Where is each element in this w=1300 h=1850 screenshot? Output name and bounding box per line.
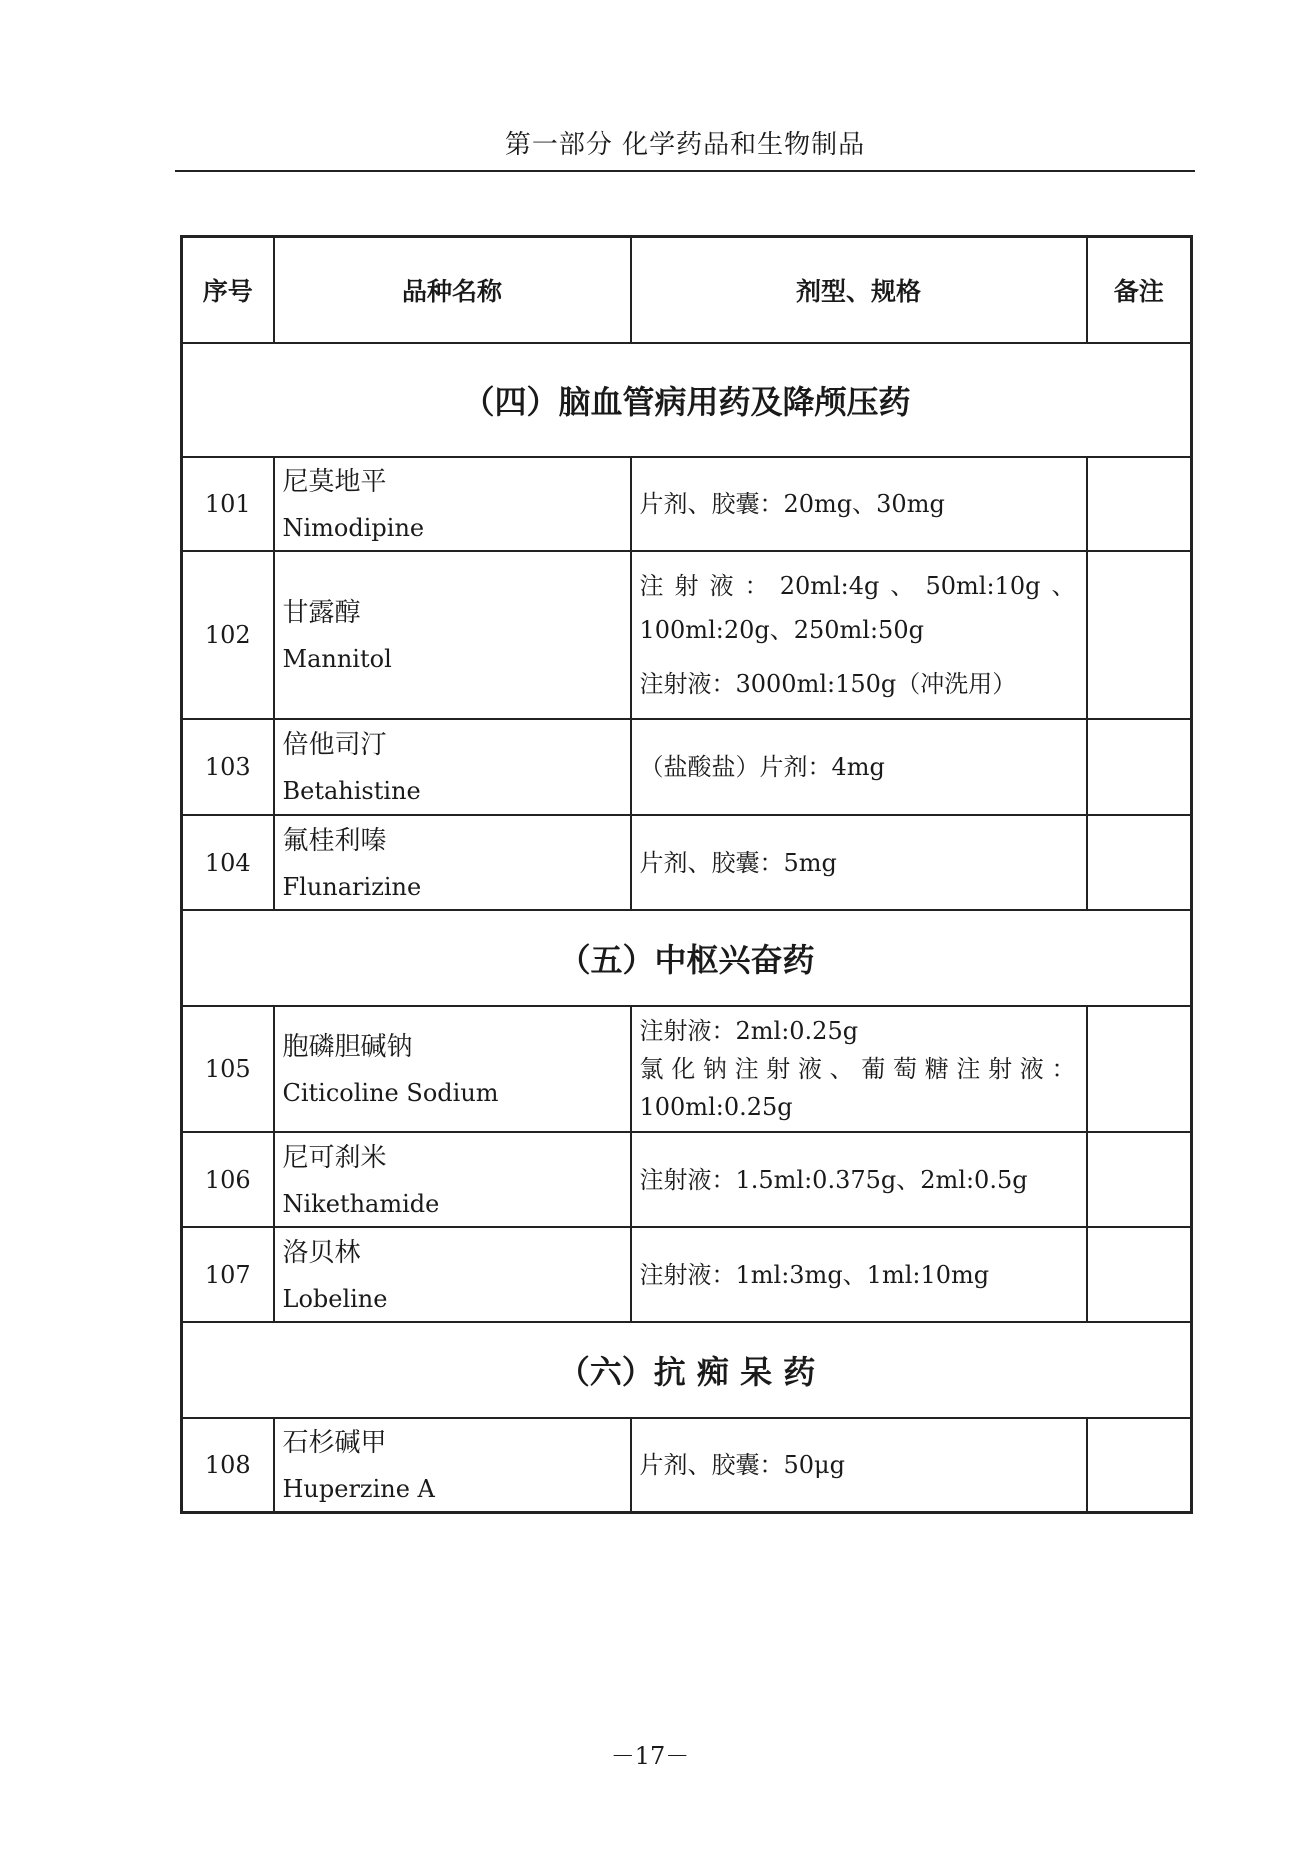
drug-name-cell (274, 1418, 631, 1513)
row-number: 104 (182, 815, 274, 910)
row-number: 105 (182, 1006, 274, 1132)
table-row (182, 1006, 1192, 1132)
spec-cell (631, 1227, 1087, 1322)
header-divider (175, 170, 1195, 172)
spec-line: 氯化钠注射液、葡萄糖注射液： (639, 1055, 1076, 1083)
table-header-row (182, 237, 1192, 344)
spec-line: 100ml:20g、250ml:50g (639, 616, 924, 644)
spec-cell (631, 719, 1087, 815)
spec-line: 片剂、胶囊：50μg (639, 1451, 845, 1479)
spec-line: 注射液：1.5ml:0.375g、2ml:0.5g (639, 1165, 1028, 1194)
spec-line: 片剂、胶囊：5mg (639, 848, 837, 877)
spec-line: （盐酸盐）片剂：4mg (639, 753, 885, 781)
spec-line: 100ml:0.25g (639, 1093, 793, 1121)
row-number: 108 (182, 1418, 274, 1513)
spec-line: 注射液：2ml:0.25g (639, 1017, 859, 1045)
page-header-title: 第一部分 化学药品和生物制品 (504, 130, 866, 160)
drug-name-cell (274, 719, 631, 815)
drug-name-cell (274, 1006, 631, 1132)
drug-name-en: Betahistine (282, 777, 421, 805)
header-note: 备注 (1087, 237, 1192, 344)
row-number: 107 (182, 1227, 274, 1322)
spec-cell (631, 1006, 1087, 1132)
table-row (182, 719, 1192, 815)
drug-name-cn: 甘露醇 (282, 598, 361, 628)
drug-name-cell (274, 1132, 631, 1227)
spec-cell (631, 1418, 1087, 1513)
drug-name-cell (274, 457, 631, 551)
note-cell (1087, 551, 1192, 719)
row-number: 106 (182, 1132, 274, 1227)
drug-name-cell (274, 1227, 631, 1322)
drug-name-en: Mannitol (282, 645, 392, 673)
note-cell (1087, 457, 1192, 551)
spec-cell (631, 457, 1087, 551)
drug-name-en: Nikethamide (282, 1189, 440, 1218)
row-number: 103 (182, 719, 274, 815)
drug-name-en: Flunarizine (282, 872, 422, 901)
drug-name-cell (274, 815, 631, 910)
spec-cell (631, 551, 1087, 719)
spec-cell (631, 815, 1087, 910)
table-row (182, 1418, 1192, 1513)
spec-line: 注射液：20ml:4g、50ml:10g、 (639, 572, 1076, 600)
note-cell (1087, 815, 1192, 910)
drug-name-en: Lobeline (282, 1284, 388, 1313)
section-title: （六）抗 痴 呆 药 (182, 1322, 1192, 1418)
note-cell (1087, 1132, 1192, 1227)
page-number: －17－ (610, 1742, 690, 1770)
section-row (182, 910, 1192, 1006)
drug-name-cn: 石杉碱甲 (282, 1428, 387, 1458)
row-number: 101 (182, 457, 274, 551)
drug-name-en: Nimodipine (282, 514, 425, 542)
note-cell (1087, 1227, 1192, 1322)
row-number: 102 (182, 551, 274, 719)
spec-cell (631, 1132, 1087, 1227)
note-cell (1087, 1418, 1192, 1513)
section-title: （五）中枢兴奋药 (182, 910, 1192, 1006)
spec-line: 注射液：3000ml:150g（冲洗用） (639, 670, 1017, 698)
drug-name-cn: 氟桂利嗪 (282, 825, 387, 856)
header-no: 序号 (182, 237, 274, 344)
drug-name-cn: 胞磷胆碱钠 (282, 1032, 413, 1062)
table-row (182, 551, 1192, 719)
table-row (182, 815, 1192, 910)
drug-name-cn: 倍他司汀 (282, 730, 387, 760)
table-row (182, 1227, 1192, 1322)
table-row (182, 457, 1192, 551)
section-title: （四）脑血管病用药及降颅压药 (182, 343, 1192, 457)
note-cell (1087, 1006, 1192, 1132)
drug-name-cn: 尼可刹米 (282, 1142, 387, 1173)
header-spec: 剂型、规格 (631, 237, 1087, 344)
header-name: 品种名称 (274, 237, 631, 344)
drug-table (180, 235, 1193, 1514)
section-row (182, 343, 1192, 457)
section-row (182, 1322, 1192, 1418)
table-row (182, 1132, 1192, 1227)
spec-line: 注射液：1ml:3mg、1ml:10mg (639, 1260, 990, 1289)
drug-name-cn: 尼莫地平 (282, 467, 387, 497)
drug-name-en: Citicoline Sodium (282, 1079, 499, 1107)
spec-line: 片剂、胶囊：20mg、30mg (639, 490, 945, 518)
drug-name-en: Huperzine A (282, 1475, 435, 1503)
drug-name-cell (274, 551, 631, 719)
drug-name-cn: 洛贝林 (282, 1237, 361, 1268)
note-cell (1087, 719, 1192, 815)
